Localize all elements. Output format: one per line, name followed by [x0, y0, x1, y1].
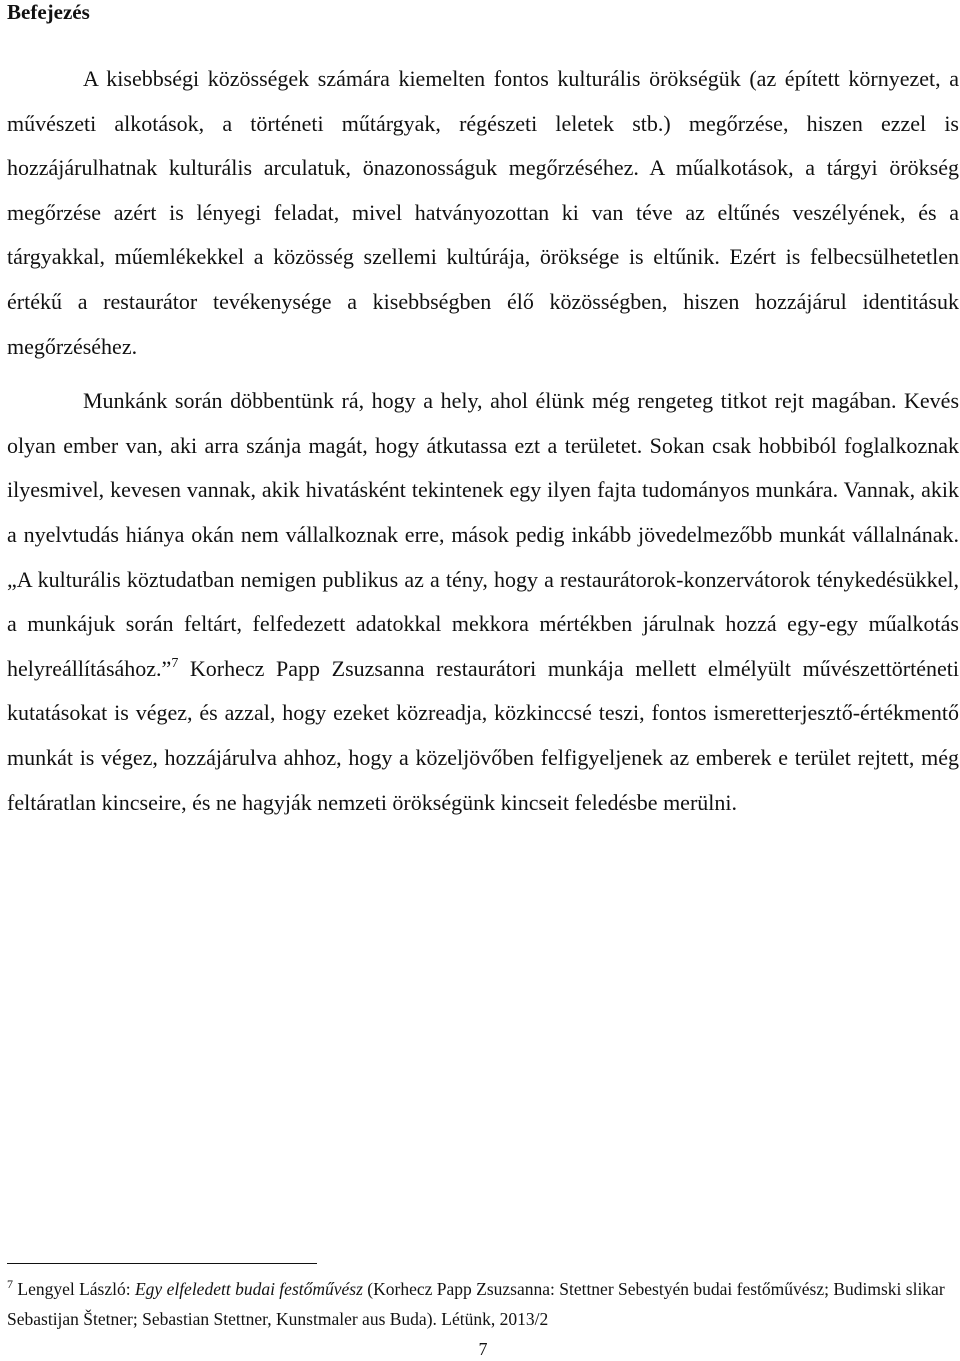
footnote: [7, 1274, 947, 1334]
footnote-reference[interactable]: 7: [171, 655, 179, 671]
footnote-separator: [7, 1263, 317, 1264]
footnote-details: (Korhecz Papp Zsuzsanna: Stettner Sebestyén budai festőművész; Budimski slikar Sebastijan Štetner; Sebastian Stettner, Kunstmaler aus Buda). Létünk, 2013/2: [7, 1279, 945, 1329]
footnote-author: Lengyel László:: [13, 1279, 135, 1299]
paragraph-cultural-heritage: [7, 57, 959, 369]
footnote-title: Egy elfeledett budai festőművész: [134, 1279, 363, 1299]
footnote-number: 7: [7, 1277, 13, 1291]
document-page: [7, 0, 959, 825]
section-heading: Befejezés: [7, 0, 90, 24]
paragraph-text: Munkánk során döbbentünk rá, hogy a hely, ahol élünk még rengeteg titkot rejt magában. Kevés olyan ember van, aki arra szánja magát, hogy átkutassa ezt a területet. Sokan csak hobbiból foglalkoznak ilyesmivel, kevesen vannak, akik hivatásként tekintenek egy ilyen fajta tudományos munkára. Vannak, akik a nyelvtudás hiánya okán nem vállalkoznak erre, mások pedig inkább jövedelmezőbb munkát vállalnának. „A kulturális köztudatban nemigen publikus az a tény, hogy a restaurátorok-konzervátorok ténykedésükkel, a munkájuk során feltárt, felfedezett adatokkal mekkora mértékben járulnak hozzá egy-egy műalkotás helyreállításához.”: [7, 388, 959, 681]
paragraph-our-work: [7, 379, 959, 825]
paragraph-text: A kisebbségi közösségek számára kiemelten fontos kulturális örökségük (az épített környezet, a művészeti alkotások, a történeti műtárgyak, régészeti leletek stb.) megőrzése, hiszen ezzel is hozzájárulhatnak kulturális arculatuk, önazonosságuk megőrzéséhez. A műalkotások, a tárgyi örökség megőrzése azért is lényegi feladat, mivel hatványozottan ki van téve az eltűnés veszélyének, és a tárgyakkal, műemlékekkel a közösség szellemi kultúrája, öröksége is eltűnik. Ezért is felbecsülhetetlen értékű a restaurátor tevékenysége a kisebbségben élő közösségben, hiszen hozzájárul identitásuk megőrzéséhez.: [7, 66, 959, 359]
paragraph-text: Korhecz Papp Zsuzsanna restaurátori munkája mellett elmélyült művészettörténeti kutatásokat is végez, és azzal, hogy ezeket közreadja, közkinccsé teszi, fontos ismeretterjesztő-értékmentő munkát is végez, hozzájárulva ahhoz, hogy a közeljövőben felfigyeljenek az emberek e terület rejtett, még feltáratlan kincseire, és ne hagyják nemzeti örökségünk kincseit feledésbe merülni.: [7, 655, 959, 815]
page-number: 7: [478, 1339, 488, 1359]
